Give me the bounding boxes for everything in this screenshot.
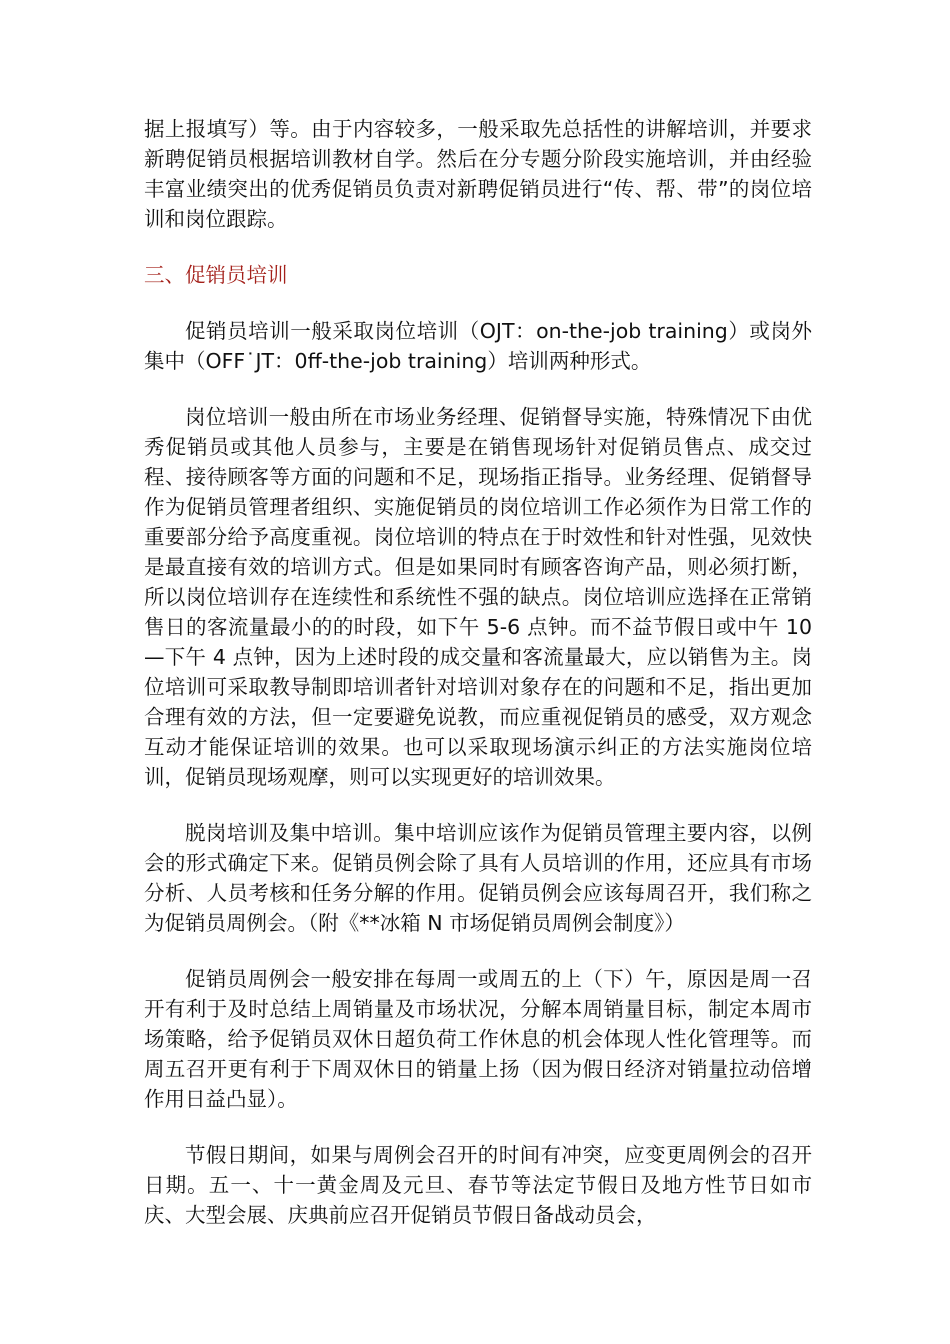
paragraph-off-the-job-training: 脱岗培训及集中培训。集中培训应该作为促销员管理主要内容，以例会的形式确定下来。促销员例会除了具有人员培训的作用，还应具有市场分析、人员考核和任务分解的作用。促销员例会应该每周召开，我们称之为促销员周例会。（附《**冰箱 N 市场促销员周例会制度》） [144,821,812,935]
paragraph-training-forms: 促销员培训一般采取岗位培训（OJT：on-the-job training）或岗外集中（OFF˙JT：0ff-the-job training）培训两种形式。 [144,319,812,373]
paragraph-holiday-meeting: 节假日期间，如果与周例会召开的时间有冲突，应变更周例会的召开日期。五一、十一黄金周及元旦、春节等法定节假日及地方性节日如市庆、大型会展、庆典前应召开促销员节假日备战动员会， [144,1143,812,1227]
paragraph-training-intro: 据上报填写）等。由于内容较多，一般采取先总括性的讲解培训，并要求新聘促销员根据培训教材自学。然后在分专题分阶段实施培训，并由经验丰富业绩突出的优秀促销员负责对新聘促销员进行“传、帮、带”的岗位培训和岗位跟踪。 [144,117,812,231]
paragraph-weekly-meeting: 促销员周例会一般安排在每周一或周五的上（下）午，原因是周一召开有利于及时总结上周销量及市场状况，分解本周销量目标，制定本周市场策略，给予促销员双休日超负荷工作休息的机会体现人性化管理等。而周五召开更有利于下周双休日的销量上扬（因为假日经济对销量拉动倍增作用日益凸显）。 [144,967,812,1111]
paragraph-on-the-job-training: 岗位培训一般由所在市场业务经理、促销督导实施，特殊情况下由优秀促销员或其他人员参与，主要是在销售现场针对促销员售点、成交过程、接待顾客等方面的问题和不足，现场指正指导。业务经理、促销督导作为促销员管理者组织、实施促销员的岗位培训工作必须作为日常工作的重要部分给予高度重视。岗位培训的特点在于时效性和针对性强，见效快是最直接有效的培训方式。但是如果同时有顾客咨询产品，则必须打断，所以岗位培训存在连续性和系统性不强的缺点。岗位培训应选择在正常销售日的客流量最小的的时段，如下午 5-6 点钟。而不益节假日或中午 10—下午 4 点钟，因为上述时段的成交量和客流量最大，应以销售为主。岗位培训可采取教导制即培训者针对培训对象存在的问题和不足，指出更加合理有效的方法，但一定要避免说教，而应重视促销员的感受，双方观念互动才能保证培训的效果。也可以采取现场演示纠正的方法实施岗位培训，促销员现场观摩，则可以实现更好的培训效果。 [144,405,812,789]
document-body [144,114,812,1256]
section-heading-promoter-training: 三、促销员培训 [144,263,288,287]
